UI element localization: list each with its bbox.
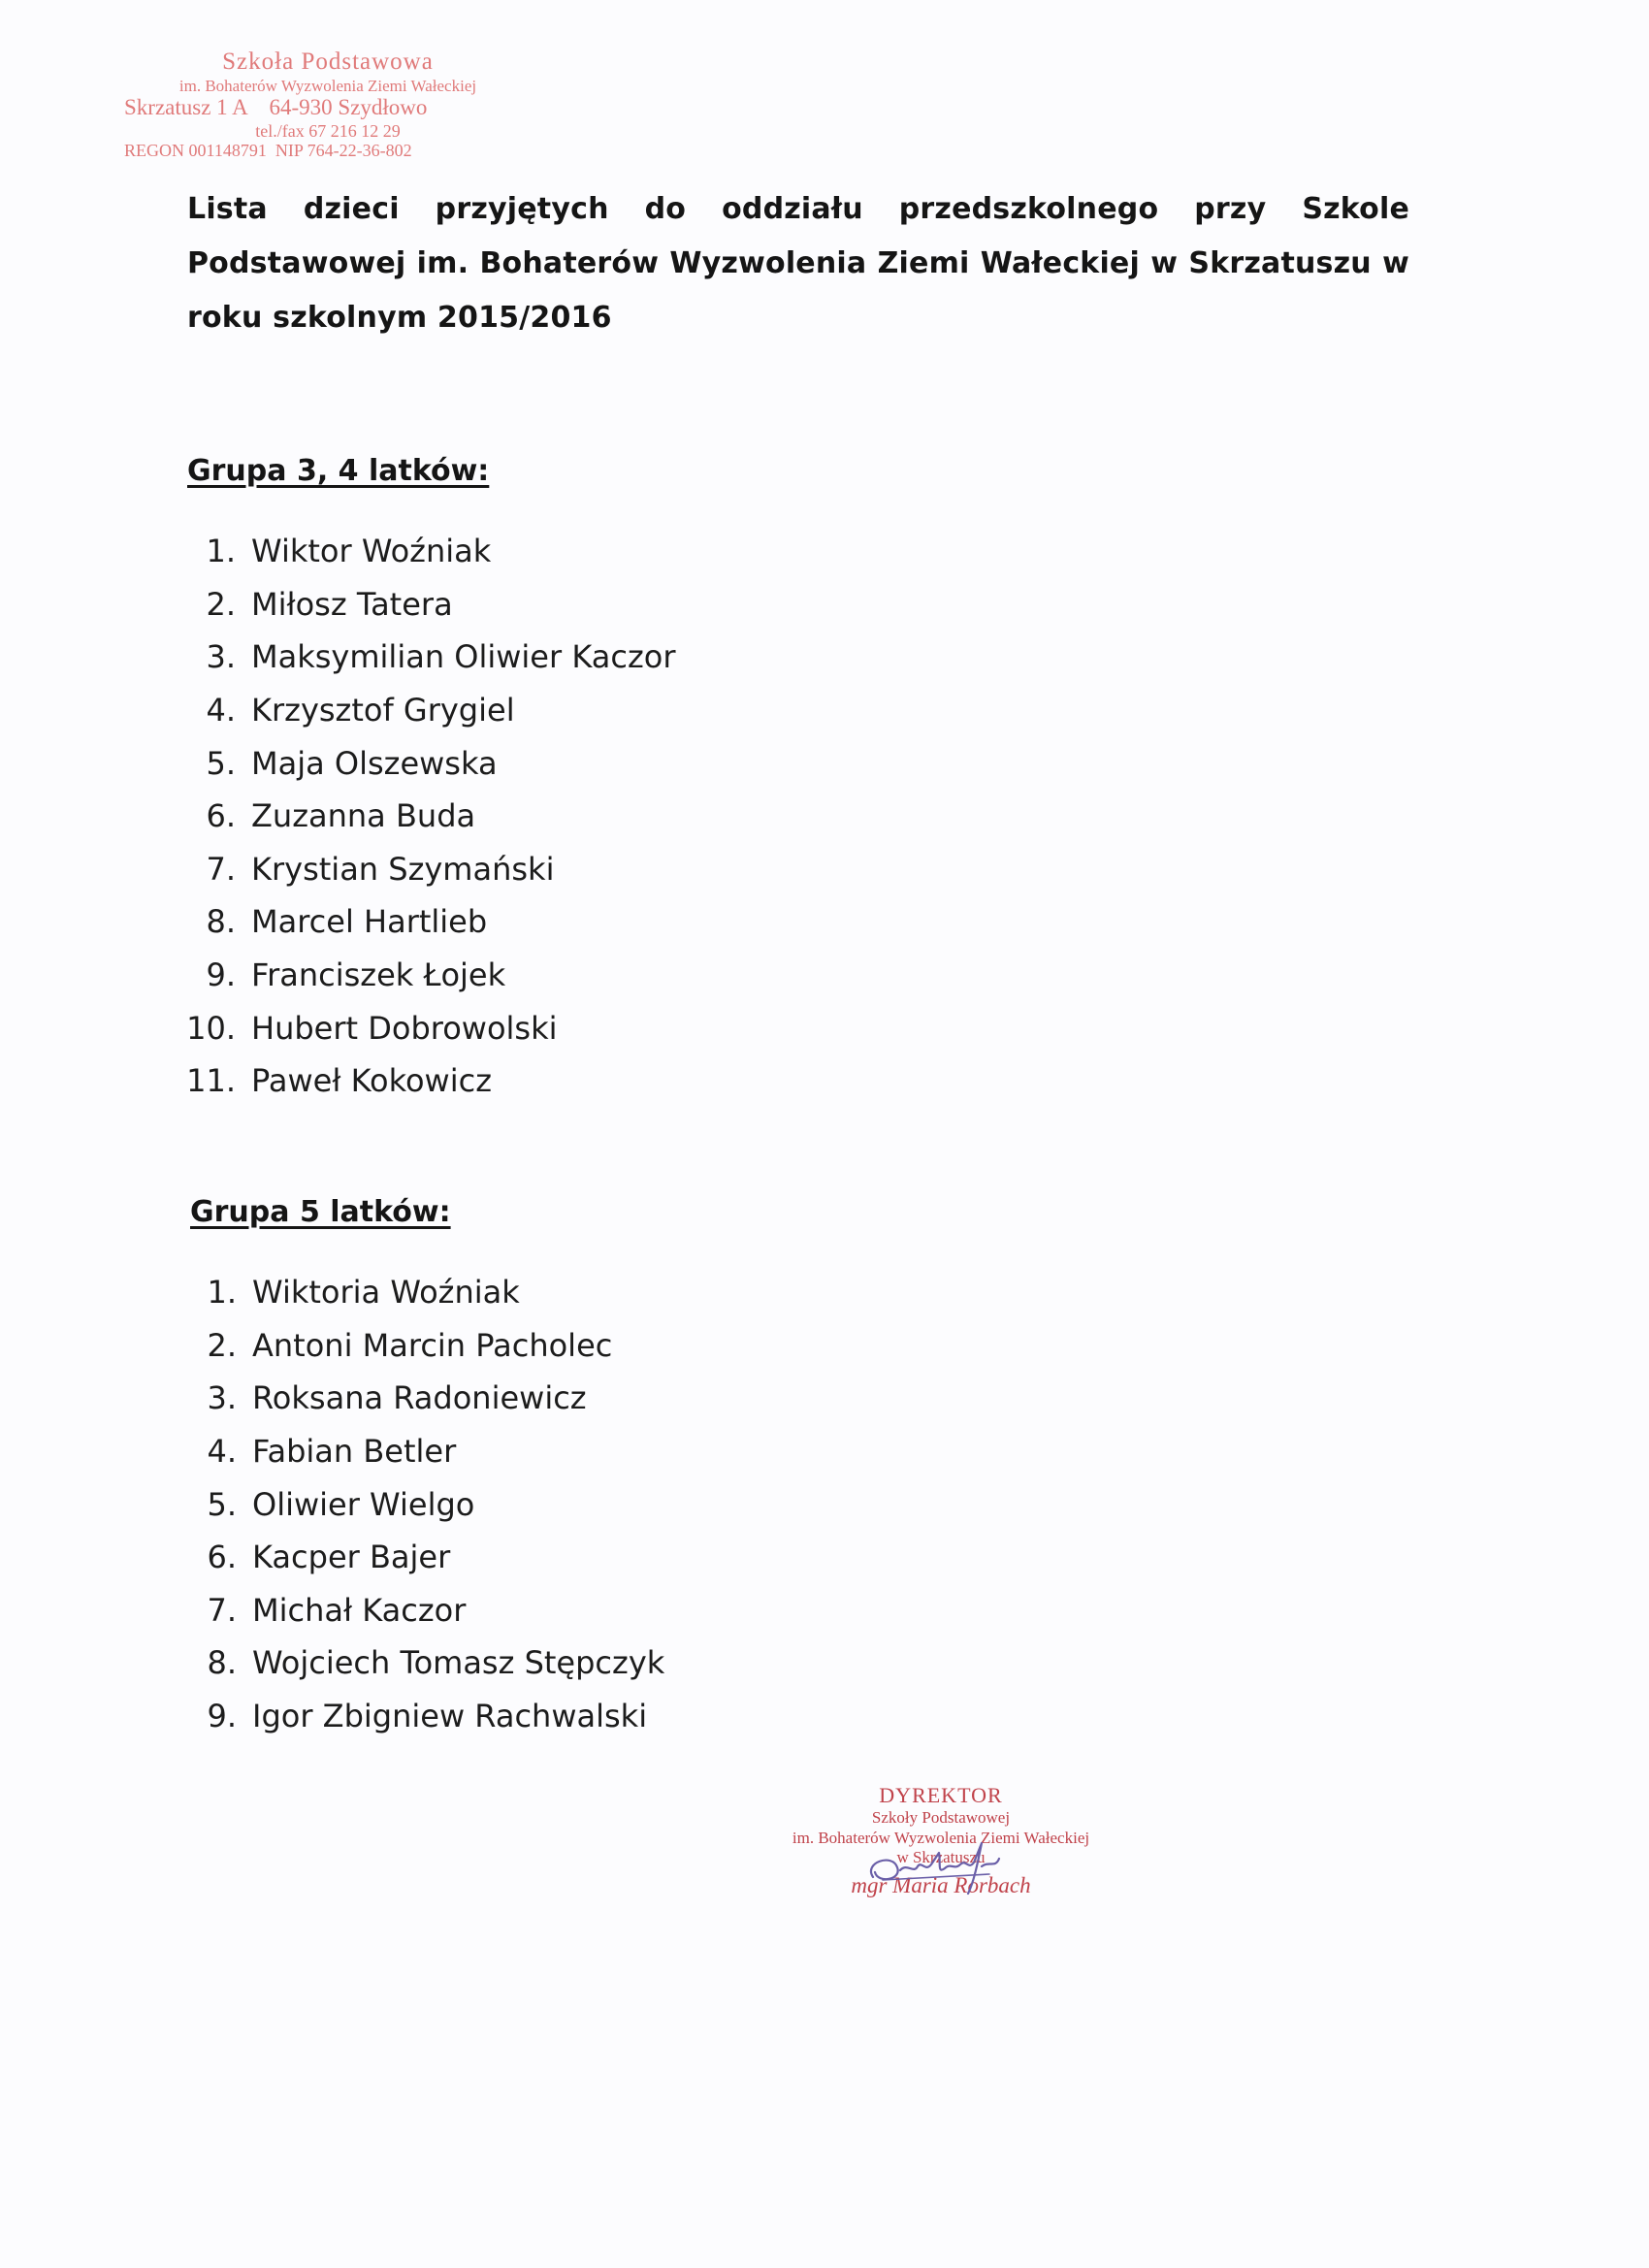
stamp-line-3: Skrzatusz 1 A 64-930 Szydłowo <box>124 95 428 120</box>
child-name: Igor Zbigniew Rachwalski <box>252 1698 648 1735</box>
child-name: Zuzanna Buda <box>251 797 476 835</box>
child-name: Michał Kaczor <box>252 1591 467 1629</box>
child-name: Roksana Radoniewicz <box>252 1379 587 1417</box>
list-item <box>186 1477 664 1531</box>
list-item <box>185 684 675 737</box>
child-name: Maksymilian Oliwier Kaczor <box>251 638 676 676</box>
list-item <box>185 525 675 578</box>
child-name: Antoni Marcin Pacholec <box>252 1326 613 1364</box>
stamp-line-5: REGON 001148791 NIP 764-22-36-802 <box>124 141 412 161</box>
child-name: Oliwier Wielgo <box>252 1485 475 1523</box>
list-item <box>186 1319 664 1373</box>
child-name: Maja Olszewska <box>251 744 498 782</box>
list-item <box>186 1690 664 1743</box>
list-item-number: 7. <box>207 1591 237 1629</box>
stamp-line-1: Szkoła Podstawowa <box>222 49 434 75</box>
child-name: Miłosz Tatera <box>251 585 453 623</box>
list-item <box>185 895 675 949</box>
list-item <box>186 1531 664 1584</box>
child-name: Paweł Kokowicz <box>251 1062 492 1100</box>
list-item-number: 9. <box>207 1698 237 1735</box>
list-item <box>186 1372 664 1425</box>
group-heading-3-4: Grupa 3, 4 latków: <box>187 454 490 488</box>
child-name: Kacper Bajer <box>252 1539 451 1576</box>
list-item-number: 4. <box>207 1433 237 1471</box>
list-item-number: 6. <box>207 1539 237 1576</box>
list-item <box>185 843 675 896</box>
director-stamp-line-2: Szkoły Podstawowej <box>871 1808 1011 1828</box>
children-list-group-5 <box>186 1266 664 1742</box>
list-item <box>186 1266 664 1319</box>
child-name: Wiktor Woźniak <box>251 533 492 570</box>
list-item <box>185 1001 675 1054</box>
list-item-number: 1. <box>207 1274 237 1312</box>
director-name: mgr Maria Rorbach <box>851 1872 1031 1897</box>
list-item <box>186 1636 664 1690</box>
list-item <box>185 790 675 843</box>
list-item <box>185 1054 675 1108</box>
director-stamp-title: DYREKTOR <box>879 1783 1003 1807</box>
handwritten-signature <box>854 1824 1057 1901</box>
list-item-number: 3. <box>207 1379 237 1417</box>
stamp-line-4: tel./fax 67 216 12 29 <box>255 120 401 141</box>
list-item <box>185 736 675 790</box>
list-item-number: 2. <box>206 585 236 623</box>
list-item-number: 9. <box>206 956 236 994</box>
child-name: Hubert Dobrowolski <box>251 1009 558 1047</box>
list-item-number: 7. <box>206 850 236 888</box>
list-item-number: 11. <box>186 1062 236 1100</box>
list-item-number: 8. <box>206 903 236 941</box>
list-item <box>185 631 675 684</box>
school-stamp <box>124 49 532 161</box>
list-item <box>185 578 675 632</box>
child-name: Krzysztof Grygiel <box>251 692 515 729</box>
child-name: Wojciech Tomasz Stępczyk <box>252 1644 665 1682</box>
list-item <box>186 1584 664 1637</box>
child-name: Wiktoria Woźniak <box>252 1274 520 1312</box>
child-name: Marcel Hartlieb <box>251 903 488 941</box>
list-item-number: 8. <box>207 1644 237 1682</box>
list-item-number: 2. <box>207 1326 237 1364</box>
list-item-number: 6. <box>206 797 236 835</box>
child-name: Fabian Betler <box>252 1433 457 1471</box>
director-stamp-line-3: im. Bohaterów Wyzwolenia Ziemi Wałeckiej <box>792 1828 1090 1847</box>
list-item-number: 10. <box>186 1009 236 1047</box>
director-stamp-line-4: w Skrzatuszu <box>896 1848 986 1867</box>
list-item-number: 4. <box>206 692 236 729</box>
list-item-number: 1. <box>206 533 236 570</box>
list-item-number: 5. <box>207 1485 237 1523</box>
list-item-number: 3. <box>206 638 236 676</box>
stamp-line-2: im. Bohaterów Wyzwolenia Ziemi Wałeckiej <box>178 76 477 95</box>
list-item <box>185 949 675 1002</box>
children-list-group-3-4 <box>185 525 675 1108</box>
child-name: Franciszek Łojek <box>251 956 506 994</box>
child-name: Krystian Szymański <box>251 850 555 888</box>
document-title: Lista dzieci przyjętych do oddziału przedszkolnego przy Szkole Podstawowej im. Bohaterów Wyzwolenia Ziemi Wałeckiej w Skrzatuszu w roku szkolnym 2015/2016 <box>187 192 1409 335</box>
list-item <box>186 1425 664 1478</box>
list-item-number: 5. <box>206 744 236 782</box>
group-heading-5: Grupa 5 latków: <box>190 1195 451 1229</box>
